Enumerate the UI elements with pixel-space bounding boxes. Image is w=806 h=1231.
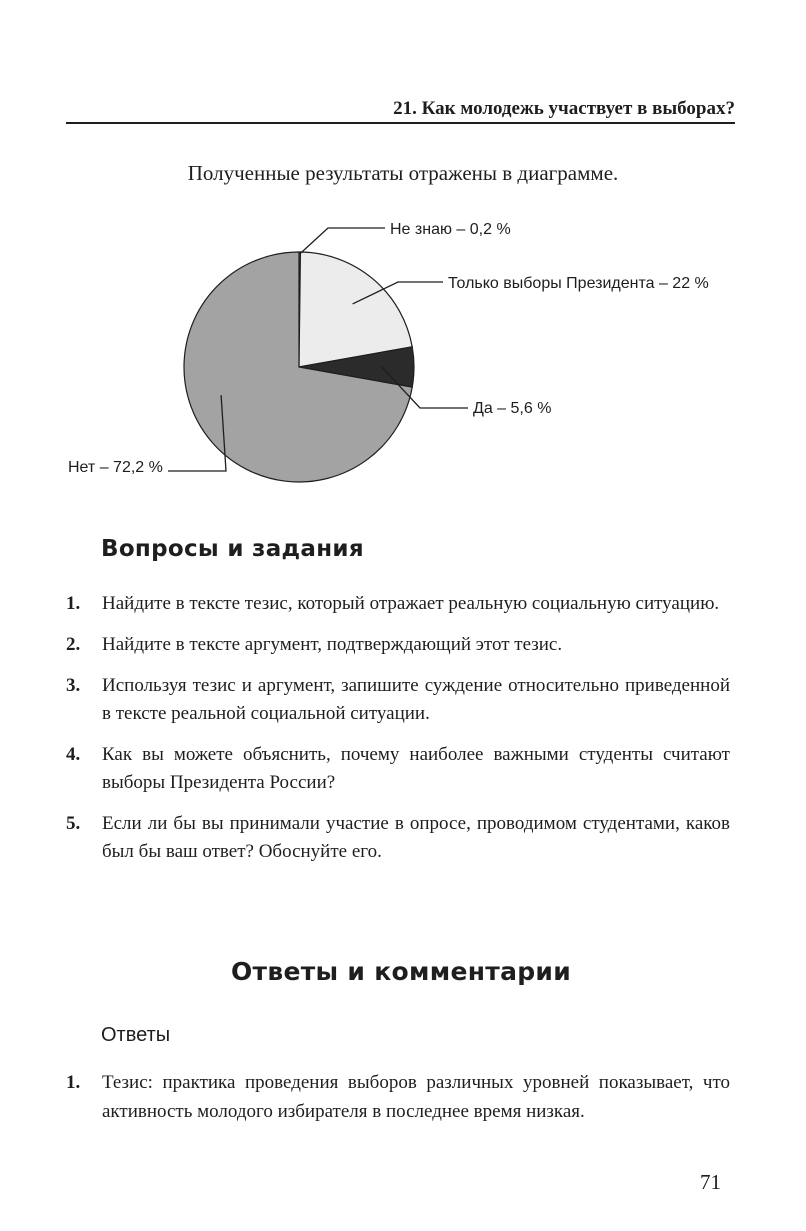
pie-chart xyxy=(0,200,806,500)
leader-line-dont-know xyxy=(300,228,385,254)
running-title: 21. Как молодежь участвует в выборах? xyxy=(393,98,735,119)
question-text: Используя тезис и аргумент, запишите суждение относительно приведенной в тексте реальной социальной ситуации. xyxy=(102,675,730,724)
page-number: 71 xyxy=(700,1170,721,1194)
answers-subtitle: Ответы xyxy=(101,1024,171,1046)
question-text: Найдите в тексте тезис, который отражает реальную социальную ситуацию. xyxy=(102,593,720,614)
questions-list xyxy=(66,590,730,879)
slice-label-president-only: Только выборы Президента – 22 % xyxy=(448,275,709,292)
question-item xyxy=(66,672,730,728)
question-item xyxy=(66,590,730,618)
question-item xyxy=(66,631,730,659)
question-number: 4. xyxy=(66,744,81,765)
question-number: 2. xyxy=(66,634,81,655)
running-header xyxy=(66,96,735,124)
question-text: Найдите в тексте аргумент, подтверждающий этот тезис. xyxy=(102,634,563,655)
slice-label-no: Нет – 72,2 % xyxy=(68,459,163,476)
slice-label-yes: Да – 5,6 % xyxy=(473,400,552,417)
answers-title: Ответы и комментарии xyxy=(231,957,572,986)
questions-title: Вопросы и задания xyxy=(101,536,364,562)
question-number: 1. xyxy=(66,593,81,614)
answer-item xyxy=(66,1068,730,1126)
question-number: 5. xyxy=(66,813,81,834)
question-text: Если ли бы вы принимали участие в опросе, проводимом студентами, каков был бы ваш ответ? Обоснуйте его. xyxy=(102,813,730,862)
pie-slices xyxy=(184,252,414,482)
intro-text: Полученные результаты отражены в диаграмме. xyxy=(187,161,619,185)
question-item xyxy=(66,810,730,866)
question-item xyxy=(66,741,730,797)
answer-text: Тезис: практика проведения выборов различных уровней показывает, что активность молодого избирателя в последнее время низкая. xyxy=(102,1072,730,1122)
question-number: 3. xyxy=(66,675,81,696)
answer-number: 1. xyxy=(66,1072,81,1093)
question-text: Как вы можете объяснить, почему наиболее важными студенты считают выборы Президента России? xyxy=(102,744,730,793)
slice-label-dont-know: Не знаю – 0,2 % xyxy=(390,221,511,238)
